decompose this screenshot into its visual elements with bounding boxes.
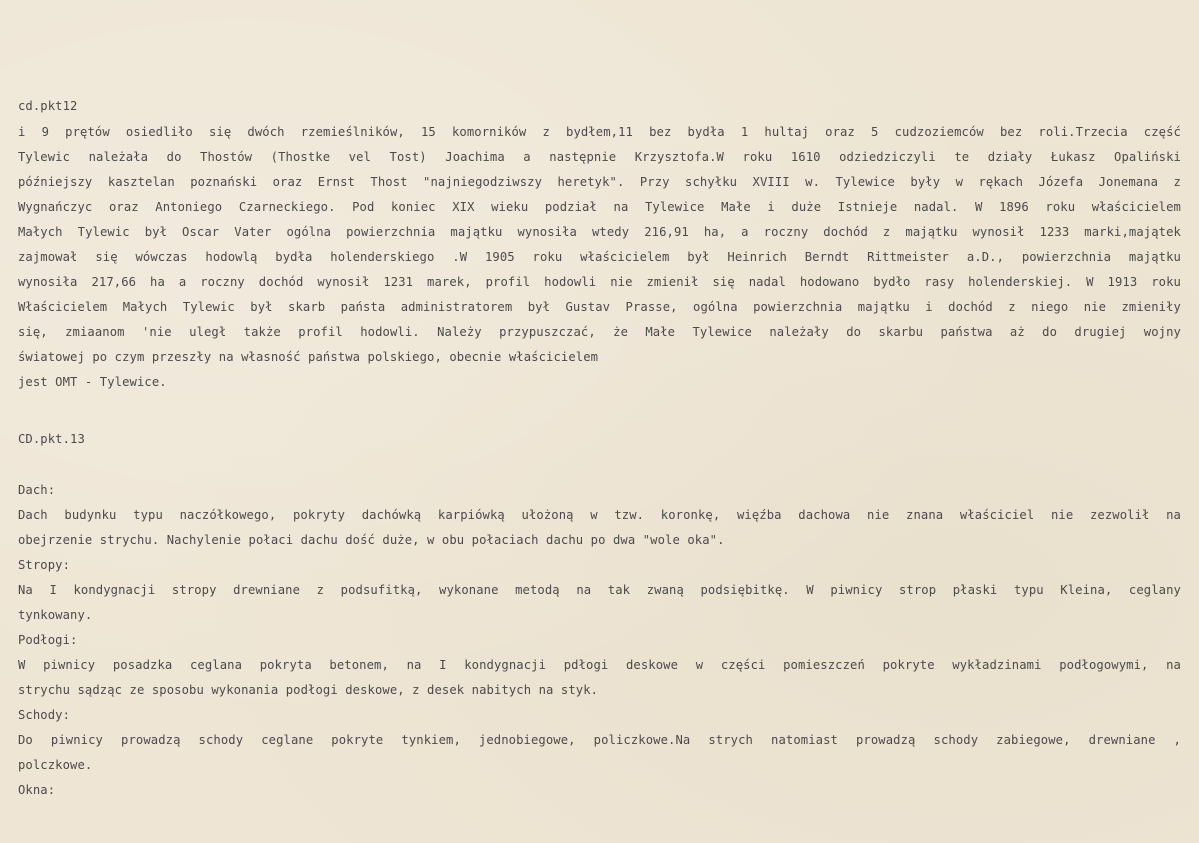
text-line: światowej po czym przeszły na własność państwa polskiego, obecnie właścicielem	[18, 350, 599, 364]
text-line: się, zmiaanom 'nie uległ także profil hodowli. Należy przypuszczać, że Małe Tylewice należały do skarbu państwa aż do drugiej wojny	[18, 325, 1181, 339]
section-13-heading: CD.pkt.13	[18, 432, 85, 446]
text-line: Dach budynku typu naczółkowego, pokryty dachówką karpiówką ułożoną w tzw. koronkę, więźba dachowa nie znana właściciel nie zezwolił na	[18, 508, 1181, 522]
text-line: obejrzenie strychu. Nachylenie połaci dachu dość duże, w obu połaciach dachu po dwa "wole oka".	[18, 533, 725, 547]
text-line: Właścicielem Małych Tylewic był skarb państa administratorem był Gustav Prasse, ogólna powierzchnia majątku i dochód z niego nie zmieniły	[18, 300, 1181, 314]
text-line: W piwnicy posadzka ceglana pokryta betonem, na I kondygnacji pdłogi deskowe w części pomieszczeń pokryte wykładzinami podłogowymi, na	[18, 658, 1181, 672]
stairs-label: Schody:	[18, 708, 71, 722]
text-line: Do piwnicy prowadzą schody ceglane pokryte tynkiem, jednobiegowe, policzkowe.Na strych natomiast prowadzą schody zabiegowe, drewniane ,	[18, 733, 1181, 747]
text-line: Małych Tylewic był Oscar Vater ogólna powierzchnia majątku wynosiła wtedy 216,91 ha, a roczny dochód z majątku wynosił 1233 marki,majątek	[18, 225, 1181, 239]
text-line: Tylewic należała do Thostów (Thostke vel Tost) Joachima a następnie Krzysztofa.W roku 1610 odziedziczyli te działy Łukasz Opaliński	[18, 150, 1181, 164]
text-line: strychu sądząc ze sposobu wykonania podłogi deskowe, z desek nabitych na styk.	[18, 683, 599, 697]
text-line: Wygnańczyc oraz Antoniego Czarneckiego. Pod koniec XIX wieku podział na Tylewice Małe i duże Istnieje nadal. W 1896 roku właścicielem	[18, 200, 1181, 214]
text-line: polczkowe.	[18, 758, 93, 772]
text-line: tynkowany.	[18, 608, 93, 622]
text-line: wynosiła 217,66 ha a roczny dochód wynosił 1231 marek, profil hodowli nie zmienił się nadal hodowano bydło rasy holenderskiej. W 1913 roku	[18, 275, 1181, 289]
floors-label: Podłogi:	[18, 633, 78, 647]
text-line: zajmował się wówczas hodowlą bydła holenderskiego .W 1905 roku właścicielem był Heinrich Berndt Rittmeister a.D., powierzchnia majątku	[18, 250, 1181, 264]
text-line: jest OMT - Tylewice.	[18, 375, 167, 389]
roof-label: Dach:	[18, 483, 56, 497]
ceilings-label: Stropy:	[18, 558, 71, 572]
text-line: Na I kondygnacji stropy drewniane z podsufitką, wykonane metodą na tak zwaną podsiębitkę. W piwnicy strop płaski typu Kleina, ceglany	[18, 583, 1181, 597]
text-line: późniejszy kasztelan poznański oraz Ernst Thost "najniegodziwszy heretyk". Przy schyłku XVIII w. Tylewice były w rękach Józefa Jonemana z	[18, 175, 1181, 189]
text-line: i 9 prętów osiedliło się dwóch rzemieślników, 15 komorników z bydłem,11 bez bydła 1 hultaj oraz 5 cudzoziemców bez roli.Trzecia część	[18, 125, 1181, 139]
windows-label: Okna:	[18, 783, 56, 797]
section-12-heading: cd.pkt12	[18, 99, 78, 113]
